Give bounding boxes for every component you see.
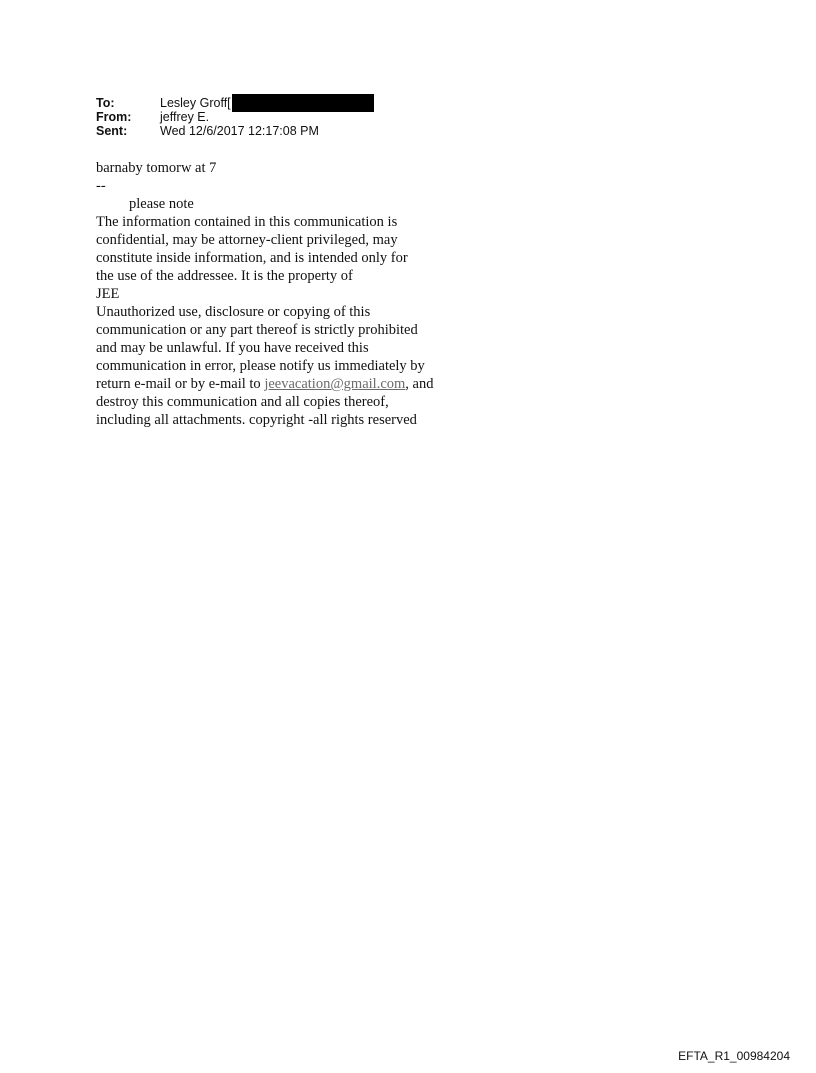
message-line: barnaby tomorw at 7 xyxy=(96,160,217,176)
disclaimer-line: the use of the addressee. It is the property of xyxy=(96,268,353,284)
from-label: From: xyxy=(96,110,132,124)
disclaimer-line: Unauthorized use, disclosure or copying of this xyxy=(96,304,371,320)
sent-value: Wed 12/6/2017 12:17:08 PM xyxy=(160,124,319,138)
disclaimer-line: The information contained in this communication is xyxy=(96,214,398,230)
disclaimer-line: communication in error, please notify us immediately by xyxy=(96,358,425,374)
return-prefix: return e-mail or by e-mail to xyxy=(96,376,265,392)
email-header xyxy=(96,96,374,138)
signature-separator: -- xyxy=(96,178,106,194)
disclaimer-line: confidential, may be attorney-client privileged, may xyxy=(96,232,398,248)
to-value: Lesley Groff xyxy=(160,96,228,110)
disclaimer-line: communication or any part thereof is strictly prohibited xyxy=(96,322,418,338)
from-row xyxy=(96,110,374,124)
note-heading: please note xyxy=(129,196,194,212)
to-row xyxy=(96,96,374,110)
disclaimer-line: destroy this communication and all copies thereof, xyxy=(96,394,389,410)
disclaimer-line: JEE xyxy=(96,286,120,302)
to-bracket: [ xyxy=(227,96,231,110)
disclaimer-line: constitute inside information, and is intended only for xyxy=(96,250,408,266)
email-link[interactable]: jeevacation@gmail.com xyxy=(264,376,406,392)
return-suffix: , and xyxy=(405,376,434,392)
email-body xyxy=(96,159,496,429)
disclaimer-line-with-email xyxy=(96,375,496,393)
sent-label: Sent: xyxy=(96,124,128,138)
disclaimer-line: including all attachments. copyright -all rights reserved xyxy=(96,412,417,428)
disclaimer-line: and may be unlawful. If you have received this xyxy=(96,340,369,356)
from-value: jeffrey E. xyxy=(160,110,210,124)
redaction-bar xyxy=(232,94,374,112)
sent-row xyxy=(96,124,374,138)
to-label: To: xyxy=(96,96,115,110)
document-id: EFTA_R1_00984204 xyxy=(678,1049,790,1063)
